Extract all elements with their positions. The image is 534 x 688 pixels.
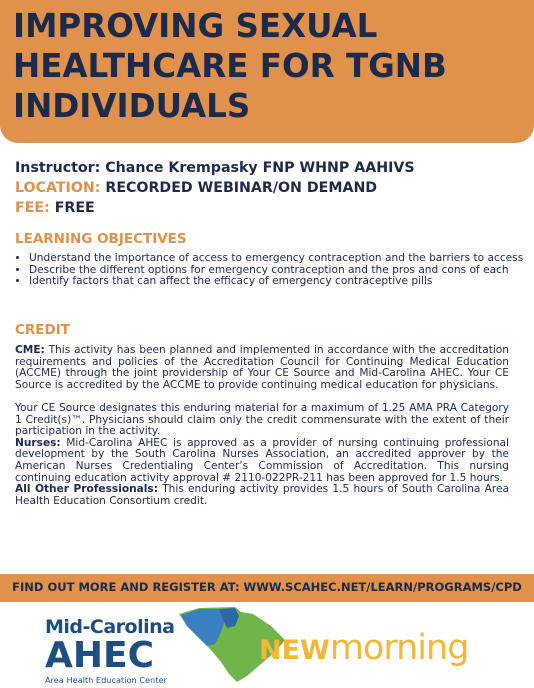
register-text: FIND OUT MORE AND REGISTER AT: WWW.SCAHEC.NET/LEARN/PROGRAMS/CPD [12, 580, 522, 594]
newmorning-logo [259, 628, 468, 668]
fee-line [15, 198, 525, 218]
page-title: IMPROVING SEXUAL HEALTHCARE FOR TGNB INDIVIDUALS [13, 7, 447, 125]
objective-item: • Understand the importance of access to emergency contraception and the barriers to access [29, 253, 527, 265]
location-value: RECORDED WEBINAR/ON DEMAND [105, 180, 378, 196]
objective-item: • Describe the different options for emergency contraception and the pros and cons of each [29, 265, 527, 277]
other-label: All Other Professionals: [15, 483, 158, 496]
ahec-top-text: Mid-Carolina [45, 616, 175, 638]
fee-value: FREE [54, 200, 95, 216]
other-text: This enduring activity provides 1.5 hours of South Carolina Area Health Education Consortium credit. [15, 483, 509, 507]
newmorning-morning: morning [329, 628, 469, 668]
designation-paragraph: Your CE Source designates this enduring material for a maximum of 1.25 AMA PRA Category 1 Credit(s)™. Physicians should claim only the credit commensurate with the extent of their participation in the activity. [15, 401, 509, 438]
ahec-sub-text: Area Health Education Center [45, 675, 167, 685]
instructor-line: Instructor: Chance Krempasky FNP WHNP AAHIVS [15, 160, 415, 176]
nurses-label: Nurses: [15, 436, 61, 449]
location-line [15, 178, 525, 198]
credit-body [15, 345, 509, 507]
title-banner [0, 0, 534, 143]
objectives-list [14, 253, 527, 288]
register-bar [0, 574, 534, 602]
nurses-paragraph [15, 438, 509, 484]
objective-item: • Identify factors that can affect the efficacy of emergency contraceptive pills [29, 276, 527, 288]
other-paragraph [15, 484, 509, 507]
ahec-big-text: AHEC [45, 635, 155, 676]
cme-paragraph [15, 345, 509, 391]
cme-label: CME: [15, 344, 45, 356]
credit-heading: CREDIT [15, 322, 70, 338]
objectives-heading: LEARNING OBJECTIVES [15, 231, 187, 247]
ahec-logo [45, 604, 250, 688]
fee-label: FEE: [15, 200, 50, 216]
nurses-text: Mid-Carolina AHEC is approved as a provider of nursing continuing professional development by the South Carolina Nurses Association, an accredited approver by the American Nurses Credentialing Center’s Commission of Accreditation. This nursing continuing education activity approval # 2110-022PR-211 has been approved for 1.5 hours. [15, 436, 509, 484]
cme-text: This activity has been planned and implemented in accordance with the accreditation requirements and policies of the Accreditation Council for Continuing Medical Education (ACCME) through the joint providership of Your CE Source and Mid-Carolina AHEC. Your CE Source is accredited by the ACCME to provide continuing medical education for physicians. [15, 344, 509, 391]
course-info [15, 158, 525, 218]
newmorning-new: NEW [259, 635, 330, 666]
location-label: LOCATION: [15, 180, 101, 196]
